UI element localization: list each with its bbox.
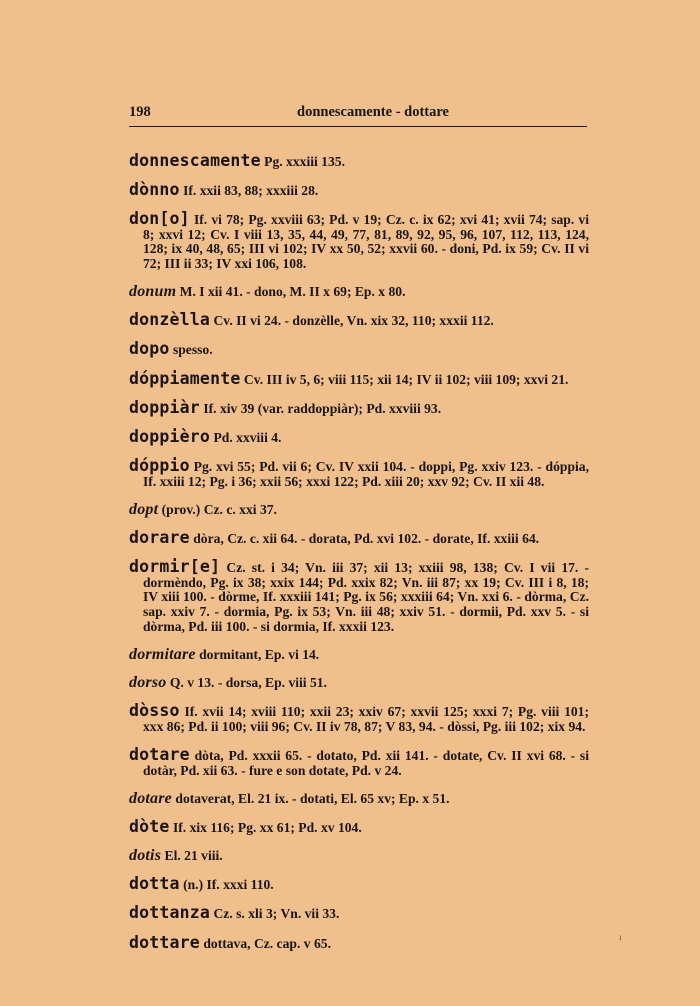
headword: dòsso (129, 701, 180, 721)
entry-text: (prov.) Cz. c. xxi 37. (161, 501, 277, 517)
headword: dotta (129, 874, 180, 894)
headword: dòte (129, 816, 170, 836)
entry (129, 282, 589, 300)
running-header (129, 104, 587, 127)
entry (129, 816, 589, 836)
entry (129, 310, 589, 330)
headword: dóppio (129, 456, 190, 476)
headword: dopo (129, 339, 170, 359)
entry-text: dotaverat, El. 21 ix. - dotati, El. 65 xv; Ep. x 51. (175, 790, 450, 806)
entry (129, 500, 589, 518)
entry (129, 179, 589, 199)
entry-text: (n.) If. xxxi 110. (183, 877, 274, 893)
entry-text: dòra, Cz. c. xii 64. - dorata, Pd. xvi 102. - dorate, If. xxiii 64. (193, 531, 540, 547)
entry (129, 150, 589, 170)
headword: dotare (129, 789, 172, 807)
page-number: 198 (129, 104, 151, 120)
entry (129, 789, 589, 807)
entry (129, 903, 589, 923)
headword: dotare (129, 744, 190, 764)
headword: dorso (129, 673, 167, 691)
entry (129, 701, 589, 734)
entry (129, 397, 589, 417)
headword: donum (129, 282, 177, 300)
entry (129, 339, 589, 359)
headword: dorare (129, 528, 190, 548)
entry (129, 673, 589, 691)
headword: dóppiamente (129, 368, 241, 388)
entry (129, 744, 590, 778)
headword: doppièro (129, 426, 211, 446)
entry (129, 208, 590, 271)
entry-text: If. xxii 83, 88; xxxiii 28. (183, 182, 319, 198)
entry (129, 426, 589, 446)
entry-text: dòta, Pd. xxxii 65. - dotato, Pd. xii 141. - dotate, Cv. II xvi 68. - si dotàr, Pd. xii 63. - fure e son dotate, Pd. v 24. (143, 747, 590, 778)
entry (129, 557, 589, 634)
entry (129, 368, 589, 388)
margin-mark: ı (619, 932, 622, 942)
entry (129, 849, 589, 864)
headword: dottanza (129, 903, 211, 923)
headword: don[o] (129, 208, 190, 228)
entry-text: M. I xii 41. - dono, M. II x 69; Ep. x 80. (179, 283, 406, 299)
headword: dottare (129, 932, 200, 952)
headword: dotis (129, 847, 162, 865)
entry (129, 932, 589, 952)
entry-text: Cv. II vi 24. - donzèlle, Vn. xix 32, 110; xxxii 112. (213, 313, 494, 329)
running-title: donnescamente - dottare (297, 104, 449, 120)
entry-text: Cz. st. i 34; Vn. iii 37; xii 13; xxiii 98, 138; Cv. I vii 17. - dormèndo, Pg. ix 38; xxix 144; Pd. xxix 82; Vn. iii 87; xx 19; Cv. III i 8, 18; IV xiii 100. - dòrme, If. xxxiii 141; Pg. ix 56; xxxiii 64; Vn. xxi 6. - dòrma, Cz. sap. xxiv 7. - dormia, Pg. ix 53; Vn. iii 48; xxiv 51. - dormii, Pd. xxv 5. - si dòrma, Pd. iii 100. - si dormia, If. xxxii 123. (143, 560, 589, 634)
entry (129, 645, 589, 663)
headword: doppiàr (129, 397, 200, 417)
headword: donnescamente (129, 150, 261, 170)
entry-list (129, 140, 589, 957)
entry-text: If. xix 116; Pg. xx 61; Pd. xv 104. (172, 819, 362, 835)
entry-text: If. xvii 14; xviii 110; xxii 23; xxiv 67; xxvii 125; xxxi 7; Pg. viii 101; xxx 86; Pd. ii 100; viii 96; Cv. II iv 78, 87; V 83, 94. - dòssi, Pg. iii 102; xix 94. (143, 704, 589, 734)
entry (129, 528, 589, 548)
entry-text: Cz. s. xli 3; Vn. vii 33. (213, 906, 340, 922)
entry-text: If. xiv 39 (var. raddoppiàr); Pd. xxviii 93. (203, 400, 442, 416)
entry-text: dottava, Cz. cap. v 65. (203, 935, 331, 951)
entry-text: Pg. xxxiii 135. (264, 153, 345, 169)
headword: dormitare (129, 645, 196, 663)
entry (129, 874, 589, 894)
headword: dònno (129, 179, 180, 199)
entry-text: Q. v 13. - dorsa, Ep. viii 51. (169, 674, 327, 690)
headword: dormir[e] (129, 557, 221, 577)
entry-text: Cv. III iv 5, 6; viii 115; xii 14; IV ii 102; viii 109; xxvi 21. (243, 371, 569, 387)
entry-text: Pd. xxviii 4. (213, 429, 282, 445)
entry-text: If. vi 78; Pg. xxviii 63; Pd. v 19; Cz. c. ix 62; xvi 41; xvii 74; sap. vi 8; xxvi 12; Cv. I viii 13, 35, 44, 49, 77, 81, 89, 92, 95, 96, 107, 112, 113, 124, 128; ix 40, 48, 65; III vi 102; IV xx 50, 52; xxvii 60. - doni, Pd. ix 59; Cv. II vi 72; III ii 33; IV xxi 106, 108. (143, 211, 590, 271)
entry-text: spesso. (172, 342, 213, 358)
entry-text: El. 21 viii. (164, 848, 223, 864)
entry (129, 456, 589, 489)
entry-text: dormitant, Ep. vi 14. (199, 646, 320, 662)
headword: donzèlla (129, 310, 211, 330)
headword: dopt (129, 500, 159, 518)
entry-text: Pg. xvi 55; Pd. vii 6; Cv. IV xxii 104. - doppi, Pg. xxiv 123. - dóppia, If. xxiii 12; Pg. i 36; xxii 56; xxxi 122; Pd. xiii 20; xxv 92; Cv. II xii 48. (143, 459, 589, 489)
